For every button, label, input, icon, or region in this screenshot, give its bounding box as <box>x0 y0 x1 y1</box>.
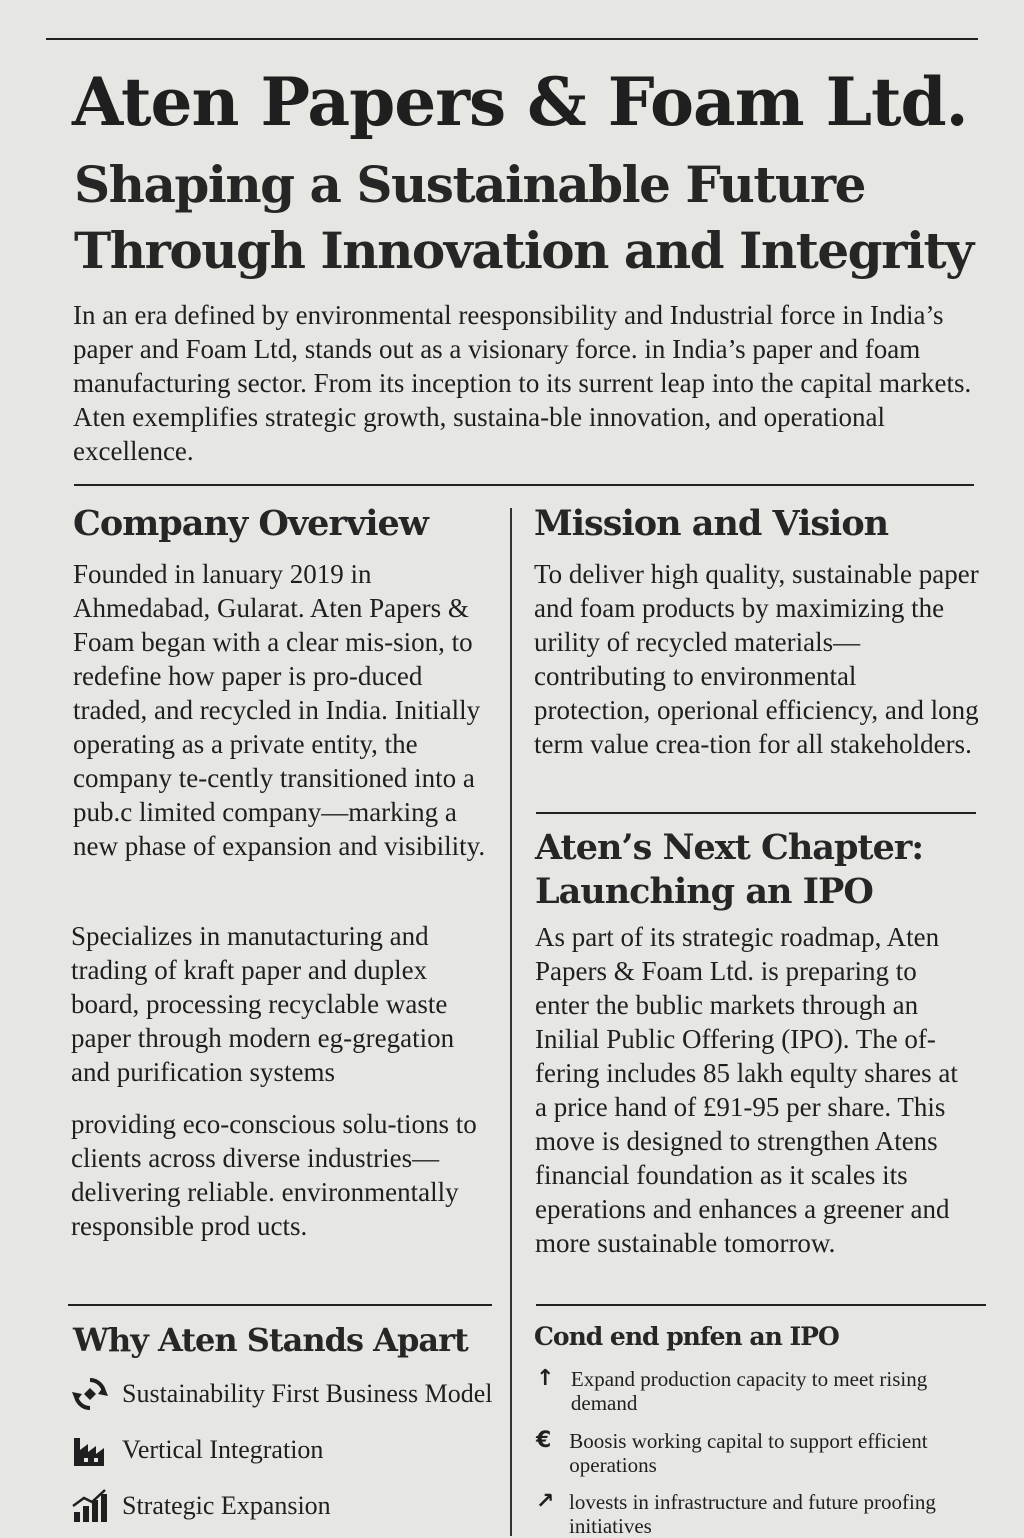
overview-heading: Company Overview <box>73 503 428 544</box>
feature-label: Sustainability First Business Model <box>122 1379 493 1408</box>
overview-bottom-rule <box>68 1304 492 1306</box>
ipo-use-text: lovests in infrastructure and future proofing initiatives <box>569 1490 936 1538</box>
currency-icon: € <box>536 1428 552 1453</box>
mission-heading: Mission and Vision <box>534 503 889 544</box>
column-divider <box>510 508 512 1536</box>
overview-paragraph-3: providing eco-conscious solu-tions to clients across diverse industries—delivering reliable. environmentally responsible prod ucts. <box>71 1109 477 1241</box>
factory-icon <box>70 1430 110 1470</box>
arrow-up-icon: ↑ <box>536 1366 555 1391</box>
mission-paragraph: To deliver high quality, sustainable paper and foam products by maximizing the urility of recycled materials—contributing to environmental protection, operional efficiency, and long term value crea-tion for all stakeholders. <box>534 559 979 759</box>
intro-paragraph: In an era defined by environmental reesponsibility and Industrial force in India’s paper and Foam Ltd, stands out as a visionary force. in India’s paper and foam manufacturing sector. From its inception to its surrent leap into the capital markets. Aten exemplifies strategic growth, sustaina-ble innovation, and operational excellence. <box>73 300 972 466</box>
growth-chart-icon <box>70 1486 110 1526</box>
ipo-use-heading: Cond end pnfen an IPO <box>534 1322 839 1351</box>
ipo-use-text: Expand production capacity to meet rising demand <box>570 1367 928 1415</box>
feature-item <box>70 1430 323 1470</box>
feature-item <box>70 1486 331 1526</box>
ipo-use-item <box>536 1367 986 1415</box>
why-heading: Why Aten Stands Apart <box>73 1321 468 1359</box>
feature-item <box>70 1374 493 1414</box>
recycle-icon <box>70 1374 110 1414</box>
page-title: Aten Papers & Foam Ltd. <box>72 63 968 141</box>
top-rule <box>46 38 978 40</box>
ipo-bottom-rule <box>536 1304 986 1306</box>
overview-paragraph-2: Specializes in manutacturing and trading of kraft paper and duplex board, processing recyclable waste paper through modern eg-gregation and purification systems <box>71 921 455 1087</box>
page-subtitle: Shaping a Sustainable Future Through Innovation and Integrity <box>74 155 973 280</box>
overview-paragraph-1: Founded in lanuary 2019 in Ahmedabad, Gularat. Aten Papers & Foam began with a clear mis-sion, to redefine how paper is pro-duced traded, and recycled in India. Initially operating as a private entity, the company te-cently transitioned into a pub.c limited company—marking a new phase of expansion and visibility. <box>73 559 486 861</box>
ipo-use-text: Boosis working capital to support efficient operations <box>569 1429 928 1477</box>
intro-rule <box>74 484 974 486</box>
feature-label: Strategic Expansion <box>122 1491 331 1520</box>
arrow-up-right-icon: ↗ <box>536 1489 555 1514</box>
ipo-heading: Aten’s Next Chapter: Launching an IPO <box>535 827 924 912</box>
feature-label: Vertical Integration <box>122 1435 324 1464</box>
ipo-paragraph: As part of its strategic roadmap, Aten Papers & Foam Ltd. is preparing to enter the bublic markets through an Inilial Public Offering (IPO). The of-fering includes 85 lakh equlty shares at a price hand of £91-95 per share. This move is designed to strengthen Atens financial foundation as it scales its eperations and enhances a greener and more sustainable tomorrow. <box>535 922 958 1258</box>
mission-rule <box>536 812 976 814</box>
ipo-use-item <box>536 1490 986 1538</box>
ipo-use-item <box>536 1429 986 1477</box>
